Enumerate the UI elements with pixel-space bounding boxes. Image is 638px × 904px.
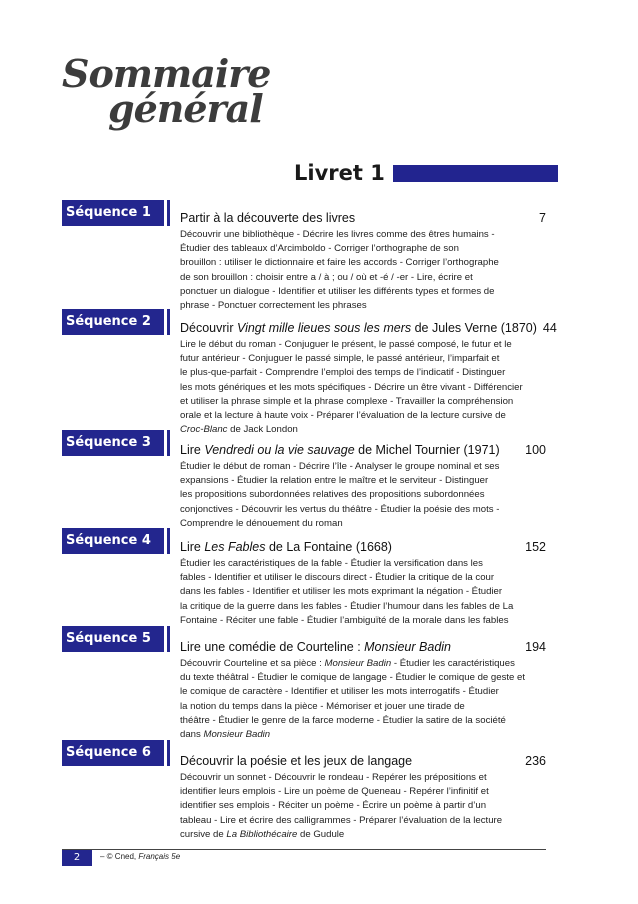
page-number: 7 <box>539 211 546 225</box>
sequence-title: Lire Vendredi ou la vie sauvage de Michel Tournier (1971) <box>180 443 500 457</box>
livret-heading <box>294 160 558 186</box>
sequence-title-row[interactable] <box>180 443 546 457</box>
sequence-title: Partir à la découverte des livres <box>180 211 356 225</box>
sequence-entry-4 <box>180 540 546 628</box>
sequence-entry-2 <box>180 321 557 437</box>
sequence-title: Lire Les Fables de La Fontaine (1668) <box>180 540 392 554</box>
livret-title: Livret 1 <box>294 161 385 185</box>
page-number: 100 <box>525 443 546 457</box>
footer-divider <box>62 849 546 850</box>
sequence-description: Découvrir Courteline et sa pièce : Monsieur Badin - Étudier les caractéristiques du texte théâtral - Étudier le comique de langage - Étudier le comique de geste et le comique de caractère - Identifier et utiliser les mots interrogatifs - Étudier la notion du temps dans la pièce - Mémoriser et jouer une tirade de théâtre - Étudier le genre de la farce moderne - Étudier la satire de la société dans Monsieur Badin <box>180 658 526 741</box>
sequence-title: Lire une comédie de Courteline : Monsieur Badin <box>180 640 451 654</box>
sequence-description: Étudier les caractéristiques de la fable - Étudier la versification dans les fables - Identifier et utiliser le discours direct - Étudier la critique de la cour dans les fables - Identifier et utiliser les mots exprimant la négation - Étudier la critique de la guerre dans les fables - Étudier l’humour dans les fables de La Fontaine - Réciter une fable - Étudier l’ambiguïté de la morale dans les fables <box>180 558 514 626</box>
sequence-entry-3 <box>180 443 546 531</box>
desc-line-mixed: Découvrir Courteline et sa pièce : Monsieur Badin - Étudier les caractéristiques <box>180 658 515 669</box>
sequence-title-row[interactable] <box>180 754 546 768</box>
title-sommaire: Sommaire <box>62 51 271 96</box>
livret-bar <box>393 165 558 182</box>
sequence-entry-6 <box>180 754 546 842</box>
sequence-entry-5 <box>180 640 546 742</box>
footer-copyright: – © Cned, Français 5e <box>100 852 181 861</box>
sequence-description: Découvrir un sonnet - Découvrir le rondeau - Repérer les prépositions et identifier leurs emplois - Lire un poème de Queneau - Repérer l’infinitif et identifier ses emplois - Réciter un poème - Écrire un poème à partir d’un tableau - Lire et écrire des calligrammes - Préparer l’évaluation de la lecture cursive de La Bibliothécaire de Gudule <box>180 772 503 840</box>
sequence-label-1[interactable]: Séquence 1 <box>62 200 164 226</box>
sequence-entry-1 <box>180 211 546 313</box>
footer-page-number: 2 <box>62 850 92 866</box>
page-number: 236 <box>525 754 546 768</box>
page-number: 44 <box>542 321 557 335</box>
sequence-label-2[interactable]: Séquence 2 <box>62 309 164 335</box>
page-number: 152 <box>525 540 546 554</box>
page-number: 194 <box>525 640 546 654</box>
sequence-label-5[interactable]: Séquence 5 <box>62 626 164 652</box>
sequence-label-6[interactable]: Séquence 6 <box>62 740 164 766</box>
sequence-description: Découvrir une bibliothèque - Décrire les livres comme des êtres humains - Étudier des tableaux d’Arcimboldo - Corriger l’orthographe de son brouillon : utiliser le dictionnaire et faire les accords - Corriger l’orthographe de son brouillon : choisir entre a / à ; ou / où et -é / -er - Lire, écrire et ponctuer un dialogue - Identifier et utiliser les différents types et formes de phrase - Ponctuer correctement les phrases <box>180 229 499 312</box>
title-general: général <box>108 86 263 131</box>
sequence-label-3[interactable]: Séquence 3 <box>62 430 164 456</box>
sequence-title-row[interactable] <box>180 321 557 335</box>
sequence-description: Lire le début du roman - Conjuguer le présent, le passé composé, le futur et le futur antérieur - Conjuguer le passé simple, le passé antérieur, l’imparfait et le plus-que-parfait - Comprendre l’emploi des temps de l’indicatif - Distinguer les mots génériques et les mots spécifiques - Décrire un être vivant - Différencier et utiliser la phrase simple et la phrase complexe - Travailler la compréhension orale et la lecture à haute voix - Préparer l’évaluation de la lecture cursive de Croc-Blanc de Jack London <box>180 339 523 436</box>
sequence-label-4[interactable]: Séquence 4 <box>62 528 164 554</box>
sequence-title-row[interactable] <box>180 640 546 654</box>
sequence-title-row[interactable] <box>180 540 546 554</box>
sequence-description: Étudier le début de roman - Décrire l’île - Analyser le groupe nominal et ses expansions - Étudier la relation entre le maître et le serviteur - Distinguer les propositions subordonnées relatives des propositions subordonnées conjonctives - Découvrir les vertus du théâtre - Étudier la poésie des mots - Comprendre le dénouement du roman <box>180 461 500 529</box>
sequence-title-row[interactable] <box>180 211 546 225</box>
sequence-title: Découvrir Vingt mille lieues sous les mers de Jules Verne (1870) <box>180 321 537 335</box>
sequence-title: Découvrir la poésie et les jeux de langage <box>180 754 413 768</box>
